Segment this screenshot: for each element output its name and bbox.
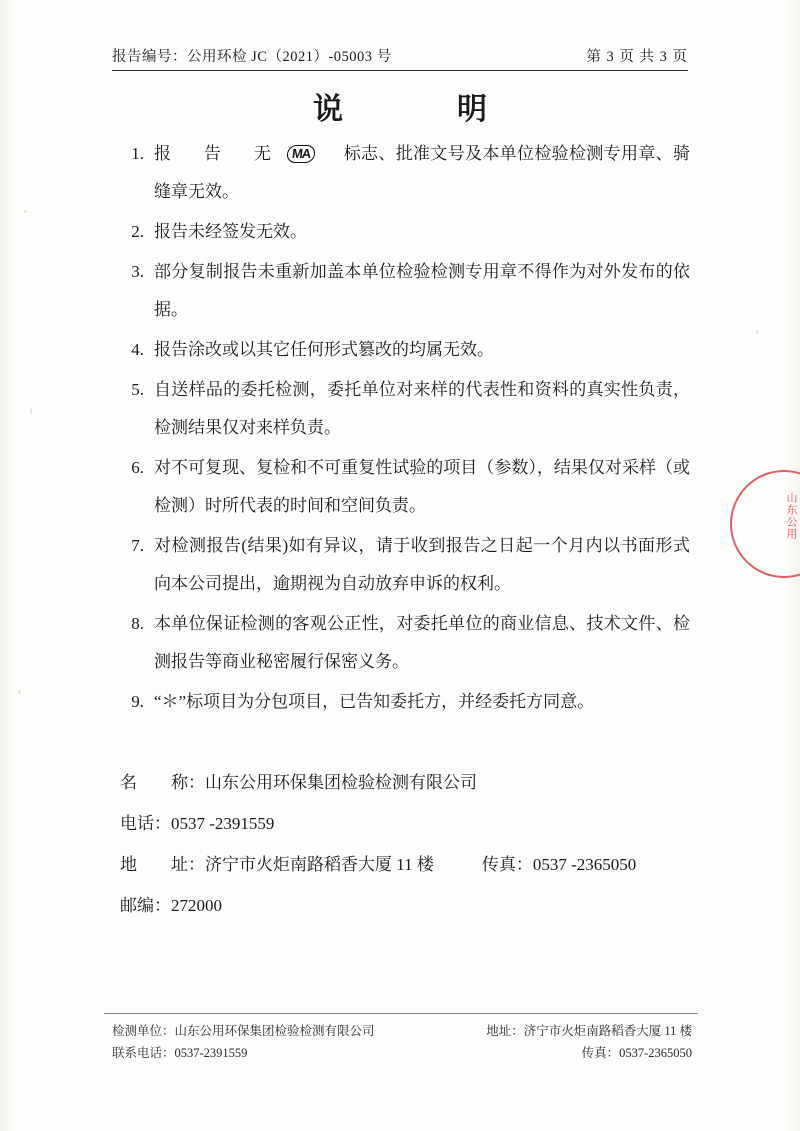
list-item-text: 报告涂改或以其它任何形式篡改的均属无效。 — [154, 340, 494, 359]
scan-speck — [756, 330, 758, 335]
list-item — [120, 683, 690, 721]
footer-phone: 联系电话：0537-2391559 — [112, 1046, 248, 1060]
contact-address-value: 济宁市火炬南路稻香大厦 11 楼 — [205, 855, 434, 874]
note-suffix: 标志、批准文号及本单位检验检测专用章、骑缝章无效。 — [154, 144, 690, 201]
page-indicator: 第 3 页 共 3 页 — [586, 49, 688, 65]
list-item — [120, 605, 690, 681]
list-item — [120, 213, 690, 251]
list-item-number: 1. — [131, 144, 144, 163]
footer-address: 地址：济宁市火炬南路稻香大厦 11 楼 — [486, 1024, 692, 1038]
contact-name-label: 名 称： — [120, 773, 205, 792]
list-item-text: 对检测报告(结果)如有异议，请于收到报告之日起一个月内以书面形式向本公司提出，逾期视为自动放弃申诉的权利。 — [154, 536, 690, 593]
report-number: 报告编号：公用环检 JC（2021）-05003 号 — [112, 49, 392, 65]
contact-zip-label: 邮编： — [120, 896, 171, 915]
list-item-number: 6. — [131, 458, 144, 477]
footer-org: 检测单位：山东公用环保集团检验检测有限公司 — [112, 1024, 375, 1038]
contact-phone-label: 电话： — [120, 814, 171, 833]
list-item-text — [154, 135, 690, 211]
company-seal-text: 山东公用 — [785, 492, 797, 540]
list-item — [120, 371, 690, 447]
page-title: 说 明 — [313, 93, 505, 126]
list-item-text: 本单位保证检测的客观公正性，对委托单位的商业信息、技术文件、检测报告等商业秘密履行保密义务。 — [154, 614, 690, 671]
contact-name-value: 山东公用环保集团检验检测有限公司 — [205, 773, 477, 792]
list-item — [120, 135, 690, 211]
contact-phone-value: 0537 -2391559 — [171, 814, 275, 833]
list-item-text: 部分复制报告未重新加盖本单位检验检测专用章不得作为对外发布的依据。 — [154, 262, 690, 319]
footer-line-2 — [112, 1042, 692, 1064]
contact-name-line — [120, 762, 700, 803]
footer-fax: 传真：0537-2365050 — [581, 1046, 692, 1060]
list-item — [120, 331, 690, 369]
footer-divider — [104, 1013, 698, 1014]
list-item-text: 报告未经签发无效。 — [154, 222, 307, 241]
list-item-text: 对不可复现、复检和不可重复性试验的项目（参数），结果仅对采样（或检测）时所代表的时间和空间负责。 — [154, 458, 690, 515]
contact-fax-value: 0537 -2365050 — [532, 855, 637, 874]
notes-list — [120, 135, 690, 723]
list-item-number: 2. — [131, 222, 144, 241]
contact-fax-label: 传真： — [481, 855, 533, 874]
document-header — [112, 45, 688, 66]
list-item-number: 3. — [131, 262, 144, 281]
scan-edge-left — [0, 0, 16, 1131]
scan-speck — [18, 690, 21, 694]
list-item-text: “＊”标项目为分包项目，已告知委托方，并经委托方同意。 — [154, 692, 595, 711]
contact-address-line — [120, 844, 700, 885]
list-item-number: 8. — [131, 614, 144, 633]
list-item-number: 4. — [131, 340, 144, 359]
contact-zip-line — [120, 885, 700, 926]
list-item — [120, 253, 690, 329]
contact-address-label: 地 址： — [120, 855, 205, 874]
list-item-number: 7. — [131, 536, 144, 555]
list-item — [120, 527, 690, 603]
contact-phone-line — [120, 803, 700, 844]
scan-speck — [24, 210, 27, 213]
list-item-number: 5. — [131, 380, 144, 399]
footer-line-1 — [112, 1020, 692, 1042]
document-footer — [112, 1020, 692, 1064]
list-item-text: 自送样品的委托检测，委托单位对来样的代表性和资料的真实性负责，检测结果仅对来样负责。 — [154, 380, 690, 437]
list-item-number: 9. — [131, 692, 144, 711]
cma-mark-icon: MA — [286, 145, 316, 163]
contact-zip-value: 272000 — [171, 896, 222, 915]
scan-speck — [30, 408, 32, 414]
note-prefix: 报 告 无 — [154, 144, 286, 163]
contact-block — [120, 762, 700, 926]
header-divider — [112, 70, 688, 71]
list-item — [120, 449, 690, 525]
